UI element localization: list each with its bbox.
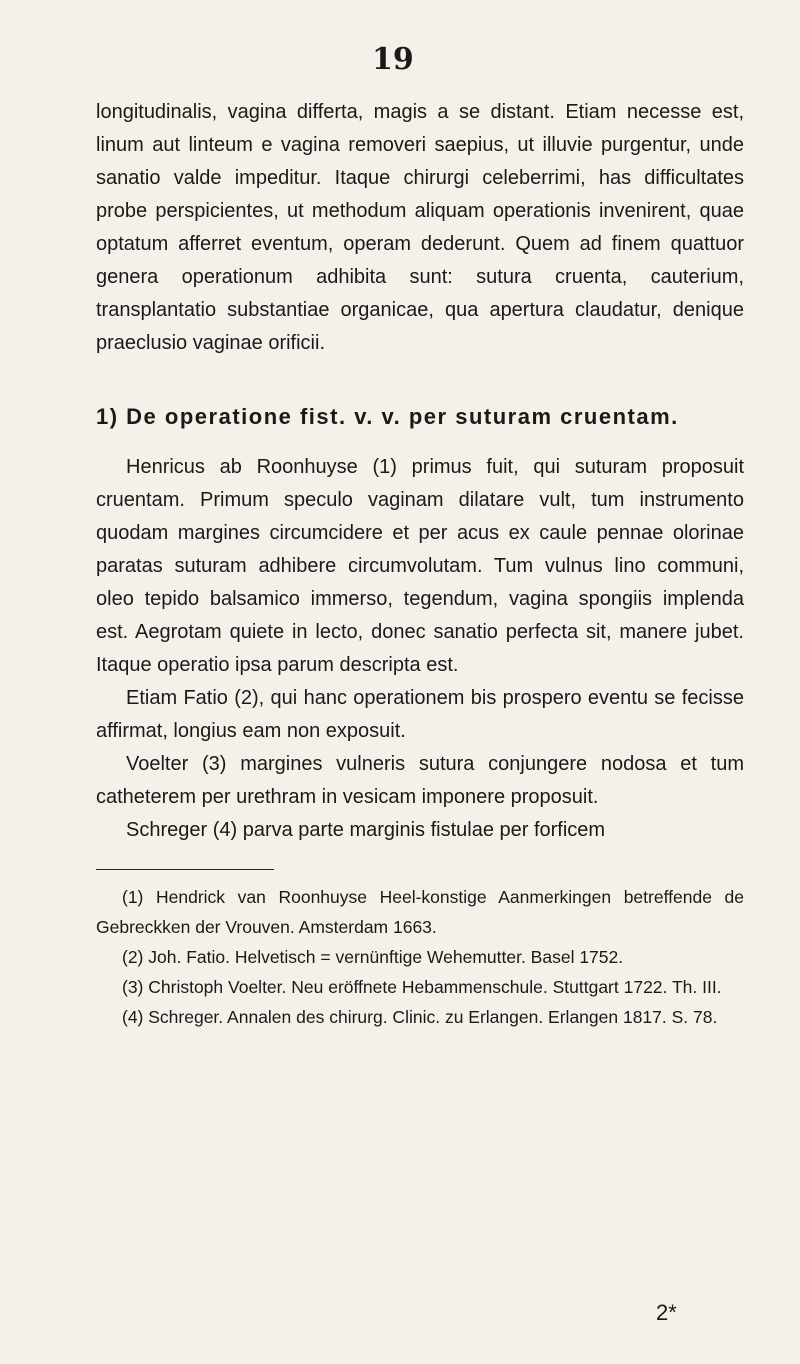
main-text [96, 96, 744, 1032]
footnote-divider [96, 869, 274, 870]
section-heading: 1) De operatione fist. v. v. per suturam cruentam. [96, 404, 679, 429]
footnotes [96, 882, 744, 1032]
paragraph-fatio: Etiam Fatio (2), qui hanc operationem bis prospero eventu se fecisse affirmat, longius eam non exposuit. [96, 687, 744, 742]
footnote-3: (3) Christoph Voelter. Neu eröffnete Hebammenschule. Stuttgart 1722. Th. III. [122, 977, 722, 997]
footnote-1: (1) Hendrick van Roonhuyse Heel-konstige Aanmerkingen betreffende de Gebreckken der Vrouven. Amsterdam 1663. [96, 887, 744, 937]
page-number: 19 [372, 42, 414, 77]
footnote-4: (4) Schreger. Annalen des chirurg. Clinic. zu Erlangen. Erlangen 1817. S. 78. [122, 1007, 718, 1027]
intro-paragraph: longitudinalis, vagina differta, magis a se distant. Etiam necesse est, linum aut linteum e vagina removeri saepius, ut illuvie purgentur, unde sanatio valde impeditur. Itaque chirurgi celeberrimi, has difficultates probe perspicientes, ut methodum aliquam operationis invenirent, quae optatum afferret eventum, operam dederunt. Quem ad finem quattuor genera operationum adhibita sunt: sutura cruenta, cauterium, transplantatio substantiae organicae, qua apertura claudatur, denique praeclusio vaginae orificii. [96, 101, 744, 354]
signature-mark: 2* [656, 1300, 677, 1325]
paragraph-roonhuyse: Henricus ab Roonhuyse (1) primus fuit, qui suturam proposuit cruentam. Primum speculo vaginam dilatare vult, tum instrumento quodam margines circumcidere et per acus ex caule pennae olorinae paratas suturam adhibere circumvolutam. Tum vulnus lino communi, oleo tepido balsamico immerso, tegendum, vagina spongiis implenda est. Aegrotam quiete in lecto, donec sanatio perfecta sit, manere jubet. Itaque operatio ipsa parum descripta est. [96, 456, 744, 676]
footnote-2: (2) Joh. Fatio. Helvetisch = vernünftige Wehemutter. Basel 1752. [122, 947, 624, 967]
paragraph-voelter: Voelter (3) margines vulneris sutura conjungere nodosa et tum catheterem per urethram in vesicam imponere proposuit. [96, 753, 744, 808]
paragraph-schreger: Schreger (4) parva parte marginis fistulae per forficem [126, 819, 606, 841]
